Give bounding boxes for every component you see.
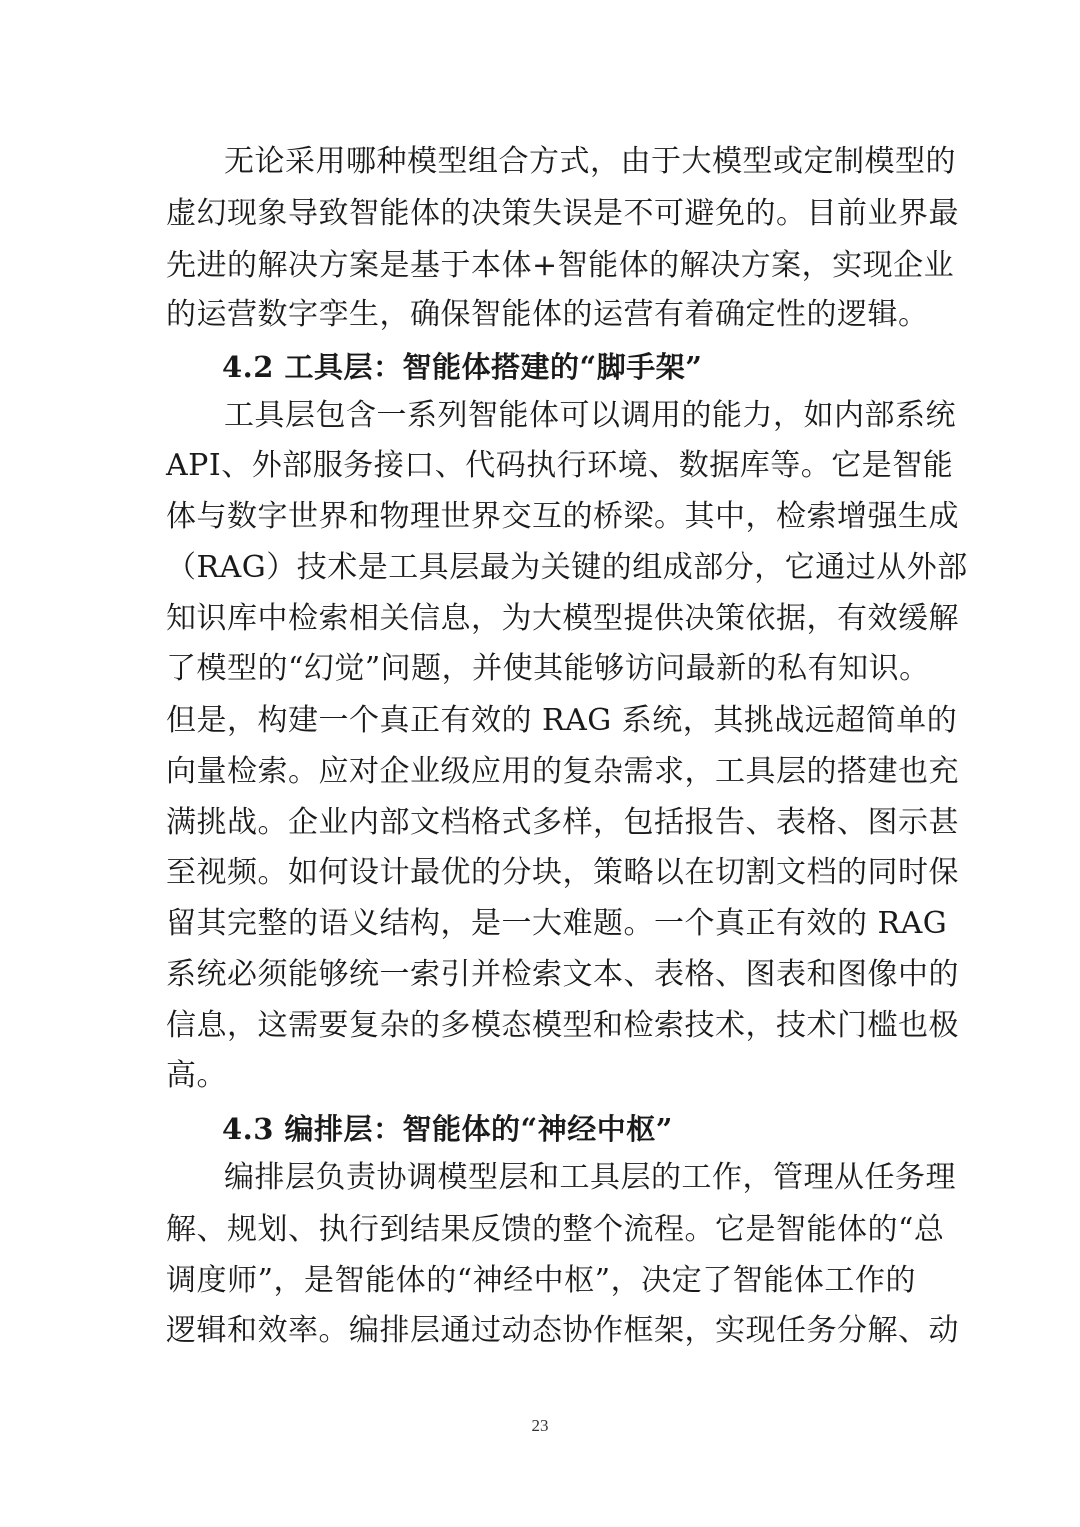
paragraph-line: 高。 <box>166 1058 227 1093</box>
paragraph-line: 系统必须能够统一索引并检索文本、表格、图表和图像中的 <box>166 957 959 992</box>
paragraph-line: 逻辑和效率。编排层通过动态协作框架，实现任务分解、动 <box>166 1313 959 1348</box>
paragraph-line: 编排层负责协调模型层和工具层的工作，管理从任务理 <box>224 1160 956 1195</box>
section-heading-4-3: 4.3 编排层：智能体的“神经中枢” <box>222 1112 673 1146</box>
paragraph-line: 满挑战。企业内部文档格式多样，包括报告、表格、图示甚 <box>166 805 959 840</box>
paragraph-line: 留其完整的语义结构，是一大难题。一个真正有效的 RAG <box>166 906 948 941</box>
paragraph-line: 向量检索。应对企业级应用的复杂需求，工具层的搭建也充 <box>166 754 959 789</box>
paragraph-line: 了模型的“幻觉”问题，并使其能够访问最新的私有知识。 <box>166 651 930 686</box>
paragraph-line: 调度师”，是智能体的“神经中枢”，决定了智能体工作的 <box>166 1263 916 1298</box>
paragraph-line: 先进的解决方案是基于本体+智能体的解决方案，实现企业 <box>166 248 955 283</box>
paragraph-line: 体与数字世界和物理世界交互的桥梁。其中，检索增强生成 <box>166 499 959 534</box>
paragraph-line: （RAG）技术是工具层最为关键的组成部分，它通过从外部 <box>166 550 968 585</box>
page-number: 23 <box>531 1416 549 1435</box>
paragraph-line: 但是，构建一个真正有效的 RAG 系统，其挑战远超简单的 <box>166 703 958 738</box>
paragraph-line: 至视频。如何设计最优的分块，策略以在切割文档的同时保 <box>166 855 959 890</box>
paragraph-line: 解、规划、执行到结果反馈的整个流程。它是智能体的“总 <box>166 1212 945 1247</box>
section-heading-4-2: 4.2 工具层：智能体搭建的“脚手架” <box>222 350 703 384</box>
paragraph-line: 的运营数字孪生，确保智能体的运营有着确定性的逻辑。 <box>166 297 929 332</box>
paragraph-line: 虚幻现象导致智能体的决策失误是不可避免的。目前业界最 <box>166 196 959 231</box>
paragraph-line: API、外部服务接口、代码执行环境、数据库等。它是智能 <box>166 448 954 483</box>
paragraph-line: 工具层包含一系列智能体可以调用的能力，如内部系统 <box>224 398 956 433</box>
paragraph-line: 知识库中检索相关信息，为大模型提供决策依据，有效缓解 <box>166 601 959 636</box>
paragraph-line: 信息，这需要复杂的多模态模型和检索技术，技术门槛也极 <box>166 1008 959 1043</box>
paragraph-line: 无论采用哪种模型组合方式，由于大模型或定制模型的 <box>224 144 956 179</box>
